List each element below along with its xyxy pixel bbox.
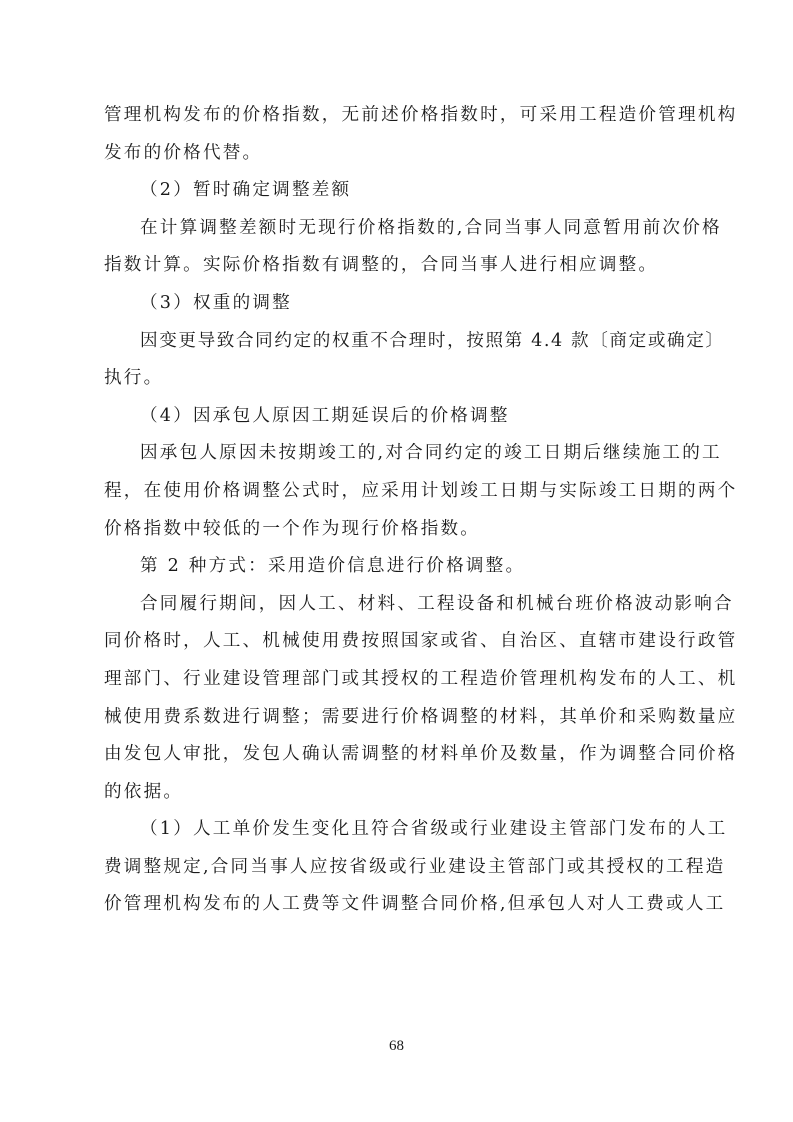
text-line-2: 发布的价格代替。: [104, 142, 263, 163]
text-line-12: 价格指数中较低的一个作为现行价格指数。: [104, 518, 481, 539]
text-line-16: 理部门、行业建设管理部门或其授权的工程造价管理机构发布的人工、机: [104, 668, 738, 689]
text-line-4: 在计算调整差额时无现行价格指数的,合同当事人同意暂用前次价格: [140, 217, 722, 238]
text-line-5: 指数计算。实际价格指数有调整的，合同当事人进行相应调整。: [104, 255, 659, 276]
text-line-15: 同价格时，人工、机械使用费按照国家或省、自治区、直辖市建设行政管: [104, 631, 738, 652]
section-heading-2: （2）暂时确定调整差额: [140, 180, 352, 201]
subsection-line-1: （1）人工单价发生变化且符合省级或行业建设主管部门发布的人工: [140, 819, 728, 840]
method-heading: 第 2 种方式：采用造价信息进行价格调整。: [140, 556, 526, 577]
text-line-17: 械使用费系数进行调整；需要进行价格调整的材料，其单价和采购数量应: [104, 706, 738, 727]
text-line-21: 费调整规定,合同当事人应按省级或行业建设主管部门或其授权的工程造: [104, 856, 726, 877]
text-line-18: 由发包人审批，发包人确认需调整的材料单价及数量，作为调整合同价格: [104, 744, 738, 765]
text-line-7: 因变更导致合同约定的权重不合理时，按照第 4.4 款〔商定或确定〕: [140, 330, 725, 351]
section-heading-3: （3）权重的调整: [140, 292, 292, 313]
text-line-14: 合同履行期间，因人工、材料、工程设备和机械台班价格波动影响合: [140, 593, 734, 614]
section-heading-4: （4）因承包人原因工期延误后的价格调整: [140, 405, 510, 426]
text-line-19: 的依据。: [104, 781, 184, 802]
document-body: [104, 97, 738, 924]
text-line-10: 因承包人原因未按期竣工的,对合同约定的竣工日期后继续施工的工: [140, 443, 722, 464]
text-line-8: 执行。: [104, 368, 164, 389]
text-line-11: 程，在使用价格调整公式时，应采用计划竣工日期与实际竣工日期的两个: [104, 480, 738, 501]
page-number: 68: [389, 1038, 404, 1054]
text-line-1: 管理机构发布的价格指数，无前述价格指数时，可采用工程造价管理机构: [104, 105, 738, 125]
text-line-22: 价管理机构发布的人工费等文件调整合同价格,但承包人对人工费或人工: [104, 894, 726, 915]
